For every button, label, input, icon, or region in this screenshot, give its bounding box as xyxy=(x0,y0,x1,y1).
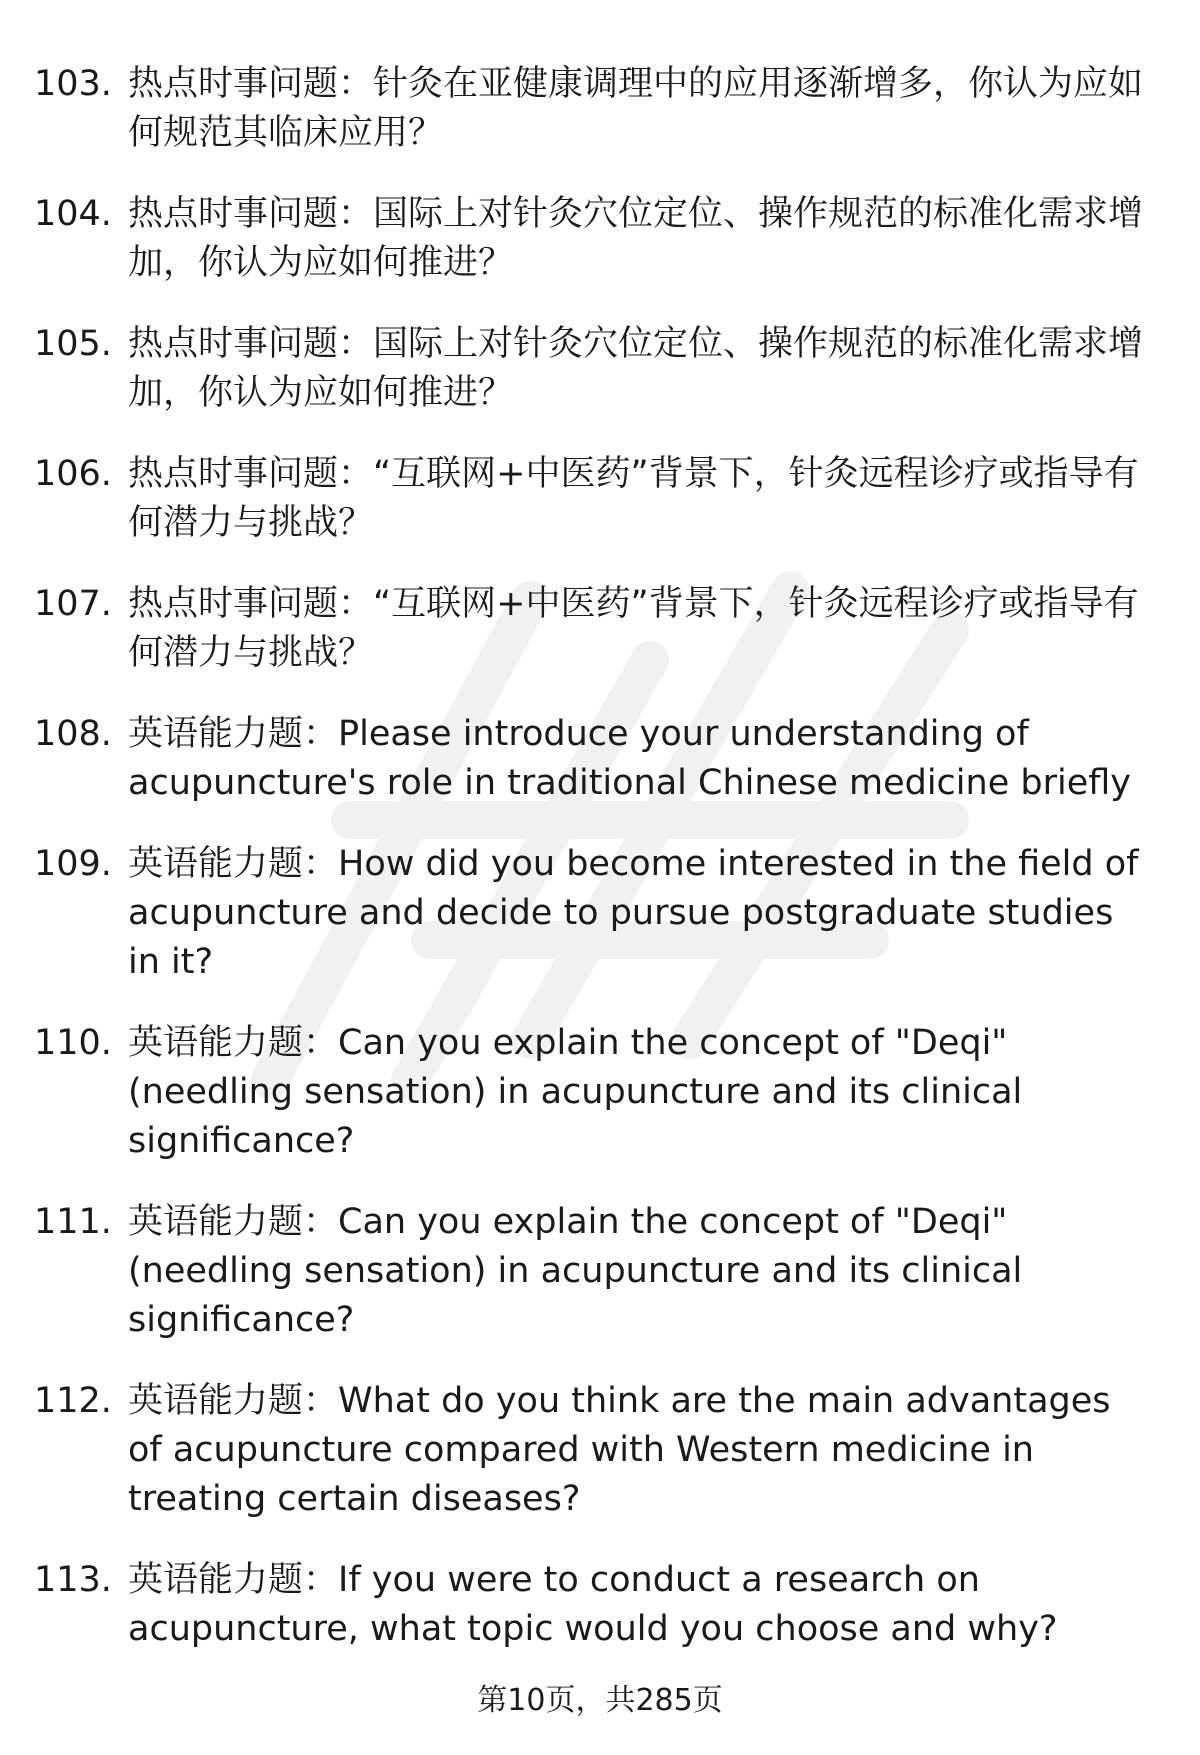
question-number: 107. xyxy=(34,584,112,624)
question-item xyxy=(34,1198,1170,1345)
question-text: 英语能力题：What do you think are the main advantages of acupuncture compared with Western medicine in treating certain diseases? xyxy=(128,1381,1111,1519)
question-item xyxy=(34,60,1170,158)
question-number: 110. xyxy=(34,1023,112,1063)
question-item xyxy=(34,840,1170,987)
question-number: 104. xyxy=(34,194,112,234)
question-number: 108. xyxy=(34,714,112,754)
question-item xyxy=(34,450,1170,548)
question-number: 103. xyxy=(34,64,112,104)
question-list xyxy=(34,60,1170,1686)
question-item xyxy=(34,710,1170,808)
question-item xyxy=(34,1377,1170,1524)
question-item xyxy=(34,580,1170,678)
question-number: 111. xyxy=(34,1202,112,1242)
question-item xyxy=(34,320,1170,418)
page-number: 第10页，共285页 xyxy=(477,1683,723,1718)
question-text: 英语能力题：Please introduce your understanding of acupuncture's role in traditional Chinese medicine briefly xyxy=(128,714,1131,803)
question-text: 英语能力题：Can you explain the concept of "Deqi" (needling sensation) in acupuncture and its clinical significance? xyxy=(128,1202,1023,1340)
question-text: 热点时事问题：“互联网+中医药”背景下，针灸远程诊疗或指导有何潜力与挑战？ xyxy=(128,454,1139,543)
question-text: 热点时事问题：国际上对针灸穴位定位、操作规范的标准化需求增加，你认为应如何推进？ xyxy=(128,194,1144,283)
question-number: 109. xyxy=(34,844,112,884)
question-number: 112. xyxy=(34,1381,112,1421)
question-item xyxy=(34,1556,1170,1654)
question-text: 热点时事问题：“互联网+中医药”背景下，针灸远程诊疗或指导有何潜力与挑战？ xyxy=(128,584,1139,673)
question-number: 113. xyxy=(34,1560,112,1600)
question-text: 热点时事问题：针灸在亚健康调理中的应用逐渐增多，你认为应如何规范其临床应用？ xyxy=(128,64,1144,153)
question-item xyxy=(34,190,1170,288)
question-number: 105. xyxy=(34,324,112,364)
question-text: 英语能力题：Can you explain the concept of "Deqi" (needling sensation) in acupuncture and its clinical significance? xyxy=(128,1023,1023,1161)
question-text: 英语能力题：How did you become interested in the field of acupuncture and decide to pursue postgraduate studies in it? xyxy=(128,844,1139,982)
question-number: 106. xyxy=(34,454,112,494)
question-text: 英语能力题：If you were to conduct a research on acupuncture, what topic would you choose and why? xyxy=(128,1560,1058,1649)
question-item xyxy=(34,1019,1170,1166)
question-text: 热点时事问题：国际上对针灸穴位定位、操作规范的标准化需求增加，你认为应如何推进？ xyxy=(128,324,1144,413)
